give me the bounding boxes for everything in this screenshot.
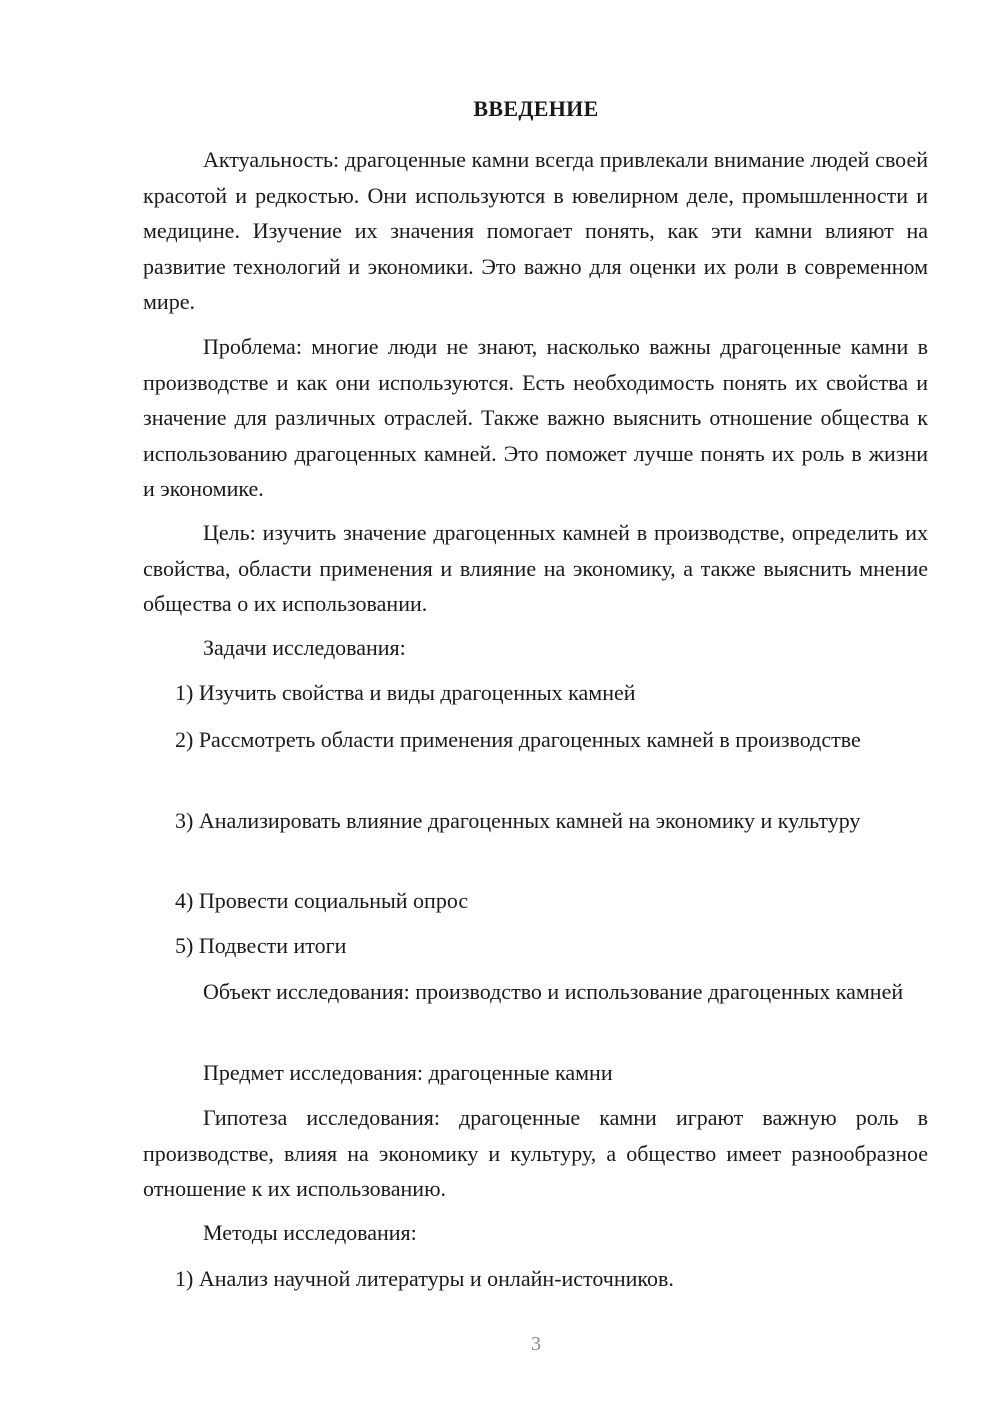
paragraph-methods-heading: Методы исследования:: [203, 1220, 417, 1245]
paragraph-tasks-heading: Задачи исследования:: [203, 635, 406, 660]
paragraph-subject: Предмет исследования: драгоценные камни: [203, 1060, 613, 1085]
page-number: 3: [531, 1333, 541, 1355]
list-item-task-4: 4) Провести социальный опрос: [175, 888, 469, 913]
paragraph-hypothesis: Гипотеза исследования: драгоценные камни играют важную роль в производстве, влияя на экономику и культуру, а общество имеет разнообразное отношение к их использованию.: [143, 1105, 928, 1201]
paragraph-goal: Цель: изучить значение драгоценных камней в производстве, определить их свойства, области применения и влияние на экономику, а также выяснить мнение общества о их использовании.: [143, 520, 928, 616]
list-item-task-1: 1) Изучить свойства и виды драгоценных камней: [175, 680, 636, 705]
section-title: ВВЕДЕНИЕ: [473, 96, 599, 121]
list-item-task-2: 2) Рассмотреть области применения драгоценных камней в производстве: [175, 727, 861, 752]
paragraph-relevance: Актуальность: драгоценные камни всегда привлекали внимание людей своей красотой и редкостью. Они используются в ювелирном деле, промышленности и медицине. Изучение их значения помогает понять, как эти камни влияют на развитие технологий и экономики. Это важно для оценки их роли в современном мире.: [143, 147, 928, 314]
list-item-task-5: 5) Подвести итоги: [175, 933, 347, 958]
list-item-method-1: 1) Анализ научной литературы и онлайн-источников.: [175, 1266, 674, 1291]
list-item-task-3: 3) Анализировать влияние драгоценных камней на экономику и культуру: [175, 808, 861, 833]
paragraph-object: Объект исследования: производство и использование драгоценных камней: [203, 979, 904, 1004]
paragraph-problem: Проблема: многие люди не знают, насколько важны драгоценные камни в производстве и как они используются. Есть необходимость понять их свойства и значение для различных отраслей. Также важно выяснить отношение общества к использованию драгоценных камней. Это поможет лучше понять их роль в жизни и экономике.: [143, 334, 928, 501]
